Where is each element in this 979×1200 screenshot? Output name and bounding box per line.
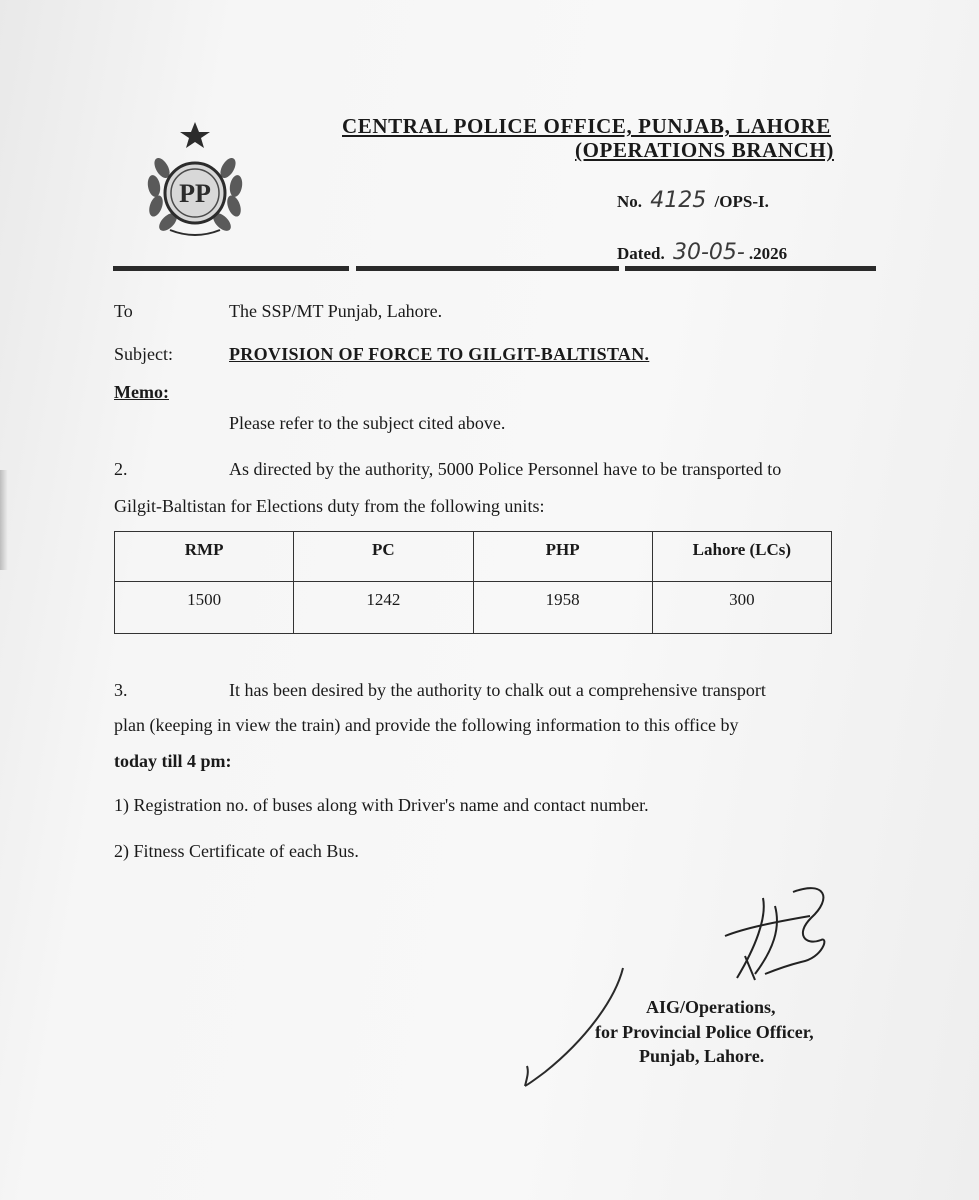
list-item: 1) Registration no. of buses along with Driver's name and contact number. xyxy=(114,795,649,815)
table-cell: 1242 xyxy=(294,582,473,634)
paragraph-3-line-1: It has been desired by the authority to chalk out a comprehensive transport xyxy=(229,680,766,700)
table-row xyxy=(115,582,832,634)
dated-label: Dated. xyxy=(617,244,665,263)
office-title: CENTRAL POLICE OFFICE, PUNJAB, LAHORE xyxy=(342,114,831,138)
page-edge-shadow xyxy=(0,470,8,570)
table-cell: 300 xyxy=(652,582,831,634)
paragraph-1: Please refer to the subject cited above. xyxy=(229,413,506,433)
reference-number xyxy=(617,188,769,213)
paragraph-2-line-1: As directed by the authority, 5000 Police Personnel have to be transported to xyxy=(229,459,782,479)
branch-title: (OPERATIONS BRANCH) xyxy=(575,138,834,162)
subject-label: Subject: xyxy=(114,344,173,364)
paragraph-3-number: 3. xyxy=(114,680,128,700)
signatory-title: AIG/Operations, xyxy=(646,997,776,1017)
table-header-row xyxy=(115,532,832,582)
ref-suffix: /OPS-I. xyxy=(714,192,769,211)
ref-prefix: No. xyxy=(617,192,643,211)
paragraph-2-line-2: Gilgit-Baltistan for Elections duty from the following units: xyxy=(114,496,545,516)
to-value: The SSP/MT Punjab, Lahore. xyxy=(229,301,443,321)
dated-handwritten: 30-05- xyxy=(672,240,745,265)
emblem-monogram: PP xyxy=(179,179,211,208)
header-divider xyxy=(113,266,876,272)
signatory-on-behalf: for Provincial Police Officer, xyxy=(595,1022,814,1042)
signature-scribble-icon xyxy=(715,878,835,988)
paragraph-3-line-3: today till 4 pm: xyxy=(114,751,232,771)
table-header-cell: PHP xyxy=(473,532,652,582)
table-cell: 1500 xyxy=(115,582,294,634)
ref-number-handwritten: 4125 xyxy=(650,188,707,213)
signatory-location: Punjab, Lahore. xyxy=(639,1046,765,1066)
table-header-cell: RMP xyxy=(115,532,294,582)
table-header-cell: PC xyxy=(294,532,473,582)
table-cell: 1958 xyxy=(473,582,652,634)
police-emblem-icon xyxy=(140,118,250,240)
paragraph-2-number: 2. xyxy=(114,459,128,479)
memo-label: Memo: xyxy=(114,382,169,402)
units-table xyxy=(114,531,832,634)
paragraph-3-line-2: plan (keeping in view the train) and provide the following information to this office by xyxy=(114,715,739,735)
to-label: To xyxy=(114,301,133,321)
date-line xyxy=(617,240,787,265)
subject-value: PROVISION OF FORCE TO GILGIT-BALTISTAN. xyxy=(229,344,650,364)
table-header-cell: Lahore (LCs) xyxy=(652,532,831,582)
dated-year: .2026 xyxy=(748,244,788,263)
list-item: 2) Fitness Certificate of each Bus. xyxy=(114,841,359,861)
